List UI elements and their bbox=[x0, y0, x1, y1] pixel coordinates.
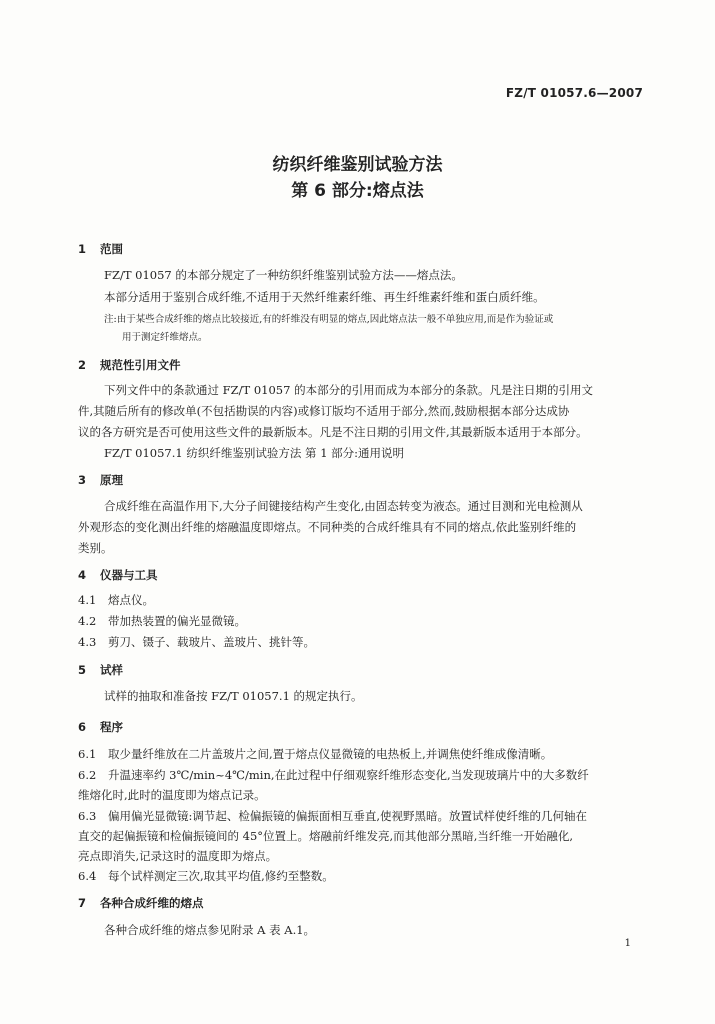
paragraph-line: FZ/T 01057 的本部分规定了一种纺织纤维鉴别试验方法——熔点法。 bbox=[104, 268, 463, 282]
section-heading-normative-references: 2 规范性引用文件 bbox=[78, 358, 181, 372]
list-item: 6.1 取少量纤维放在二片盖玻片之间,置于熔点仪显微镜的电热板上,并调焦使纤维成像清晰。 bbox=[78, 747, 553, 761]
page-number: 1 bbox=[624, 938, 631, 949]
paragraph-line: 议的各方研究是否可使用这些文件的最新版本。凡是不注日期的引用文件,其最新版本适用于本部分。 bbox=[78, 425, 588, 439]
list-item: 4.3 剪刀、镊子、载玻片、盖玻片、挑针等。 bbox=[78, 635, 315, 649]
section-heading-melting-points: 7 各种合成纤维的熔点 bbox=[78, 896, 204, 910]
paragraph-line: 本部分适用于鉴别合成纤维,不适用于天然纤维素纤维、再生纤维素纤维和蛋白质纤维。 bbox=[104, 290, 545, 304]
list-item: 4.2 带加热装置的偏光显微镜。 bbox=[78, 614, 246, 628]
list-item: 6.4 每个试样测定三次,取其平均值,修约至整数。 bbox=[78, 869, 334, 883]
paragraph-line: 试样的抽取和准备按 FZ/T 01057.1 的规定执行。 bbox=[104, 689, 363, 703]
section-heading-procedure: 6 程序 bbox=[78, 720, 123, 734]
list-item: 4.1 熔点仪。 bbox=[78, 593, 154, 607]
section-heading-principle: 3 原理 bbox=[78, 473, 123, 487]
list-item: 6.3 偏用偏光显微镜:调节起、检偏振镜的偏振面相互垂直,使视野黑暗。放置试样使纤维的几何轴在 bbox=[78, 809, 588, 823]
paragraph-line: 类别。 bbox=[78, 541, 113, 555]
paragraph-line: 下列文件中的条款通过 FZ/T 01057 的本部分的引用而成为本部分的条款。凡是注日期的引用文 bbox=[104, 383, 594, 397]
section-heading-scope: 1 范围 bbox=[78, 242, 123, 256]
paragraph-line: 各种合成纤维的熔点参见附录 A 表 A.1。 bbox=[104, 923, 316, 937]
paragraph-line: 件,其随后所有的修改单(不包括勘误的内容)或修订版均不适用于部分,然而,鼓励根据本部分达成协 bbox=[78, 404, 570, 418]
list-item: 6.2 升温速率约 3℃/min~4℃/min,在此过程中仔细观察纤维形态变化,当发现玻璃片中的大多数纤 bbox=[78, 768, 589, 782]
document-title: 纺织纤维鉴别试验方法 bbox=[272, 155, 443, 175]
section-heading-apparatus: 4 仪器与工具 bbox=[78, 568, 158, 582]
paragraph-line: 合成纤维在高温作用下,大分子间键接结构产生变化,由固态转变为液态。通过目测和光电检测从 bbox=[104, 499, 583, 513]
note-line: 注:由于某些合成纤维的熔点比较接近,有的纤维没有明显的熔点,因此熔点法一般不单独应用,而是作为验证或 bbox=[104, 314, 554, 325]
document-subtitle: 第 6 部分:熔点法 bbox=[291, 181, 424, 201]
paragraph-line: 直交的起偏振镜和检偏振镜间的 45°位置上。熔融前纤维发亮,而其他部分黑暗,当纤维一开始融化, bbox=[78, 829, 574, 843]
standard-code: FZ/T 01057.6—2007 bbox=[505, 86, 643, 100]
section-heading-specimen: 5 试样 bbox=[78, 663, 123, 677]
note-line: 用于测定纤维熔点。 bbox=[122, 332, 208, 343]
paragraph-line: 维熔化时,此时的温度即为熔点记录。 bbox=[78, 788, 266, 802]
paragraph-line: 外观形态的变化测出纤维的熔融温度即熔点。不同种类的合成纤维具有不同的熔点,依此鉴别纤维的 bbox=[78, 520, 577, 534]
paragraph-line: 亮点即消失,记录这时的温度即为熔点。 bbox=[78, 849, 278, 863]
reference-line: FZ/T 01057.1 纺织纤维鉴别试验方法 第 1 部分:通用说明 bbox=[104, 446, 405, 460]
